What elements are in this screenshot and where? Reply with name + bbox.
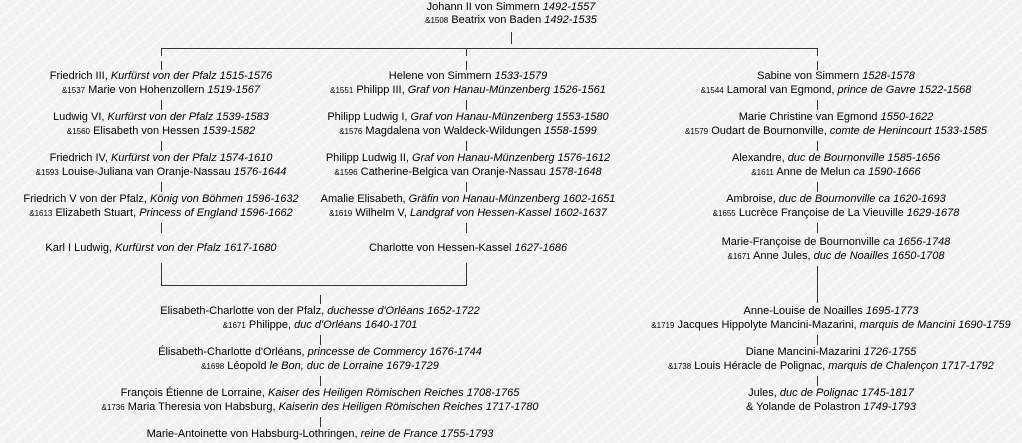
person-entry: Marie-Antoinette von Habsburg-Lothringen, reine de France 1755-1793 xyxy=(146,428,494,440)
spouse-entry: &1544 Lamoral van Egmond, prince de Gavre 1522-1568 xyxy=(700,84,972,96)
connector-line xyxy=(161,223,162,233)
spouse-entry: &1619 Wilhelm V, Landgraf von Hessen-Kassel 1602-1637 xyxy=(329,207,607,219)
person-entry: Friedrich IV, Kurfürst von der Pfalz 1574-1610 xyxy=(49,152,273,164)
person-entry: Helene von Simmern 1533-1579 xyxy=(388,70,548,82)
generation-bracket xyxy=(161,48,817,49)
connector-line xyxy=(320,295,321,304)
spouse-entry: &1736 Maria Theresia von Habsburg, Kaiserin des Heiligen Römischen Reiches 1717-1780 xyxy=(101,401,539,413)
spouse-entry: &1551 Philipp III, Graf von Hanau-Münzenberg 1526-1561 xyxy=(330,84,606,96)
spouse-entry: &1560 Elisabeth von Hessen 1539-1582 xyxy=(66,125,256,137)
connector-line xyxy=(817,376,818,386)
connector-line xyxy=(466,48,467,56)
spouse-entry: &1671 Philippe, duc d'Orléans 1640-1701 xyxy=(222,319,418,331)
person-entry: Ludwig VI, Kurfürst von der Pfalz 1539-1583 xyxy=(53,111,269,123)
spouse-entry: &1593 Louise-Juliana van Oranje-Nassau 1576-1644 xyxy=(35,166,287,178)
connector-line xyxy=(320,376,321,386)
person-entry: Ambroise, duc de Bournonville ca 1620-1693 xyxy=(726,193,946,205)
progenitor-spouse: &1508 Beatrix von Baden 1492-1535 xyxy=(425,14,597,26)
connector-line xyxy=(817,182,818,192)
connector-line xyxy=(466,100,467,110)
spouse-entry: &1613 Elizabeth Stuart, Princess of England 1596-1662 xyxy=(29,207,293,219)
spouse-entry: &1576 Magdalena von Waldeck-Wildungen 1558-1599 xyxy=(339,125,597,137)
connector-line xyxy=(817,335,818,345)
spouse-entry: &1655 Lucrèce Françoise de La Vieuville 1629-1678 xyxy=(712,207,960,219)
spouse-entry: &1671 Anne Jules, duc de Noailles 1650-1708 xyxy=(727,250,945,262)
connector-line xyxy=(466,141,467,151)
spouse-entry: & Yolande de Polastron 1749-1793 xyxy=(745,401,917,413)
connector-line xyxy=(466,223,467,233)
person-entry: François Étienne de Lorraine, Kaiser des Heiligen Römischen Reiches 1708-1765 xyxy=(120,387,520,399)
person-entry: Philipp Ludwig II, Graf von Hanau-Münzenberg 1576-1612 xyxy=(325,152,611,164)
person-entry: Alexandre, duc de Bournonville 1585-1656 xyxy=(732,152,940,164)
person-entry: Karl I Ludwig, Kurfürst von der Pfalz 1617-1680 xyxy=(45,242,277,254)
connector-line xyxy=(161,263,162,285)
spouse-entry: &1579 Oudart de Bournonville, comte de Henincourt 1533-1585 xyxy=(684,125,987,137)
connector-line xyxy=(161,141,162,151)
connector-line xyxy=(320,417,321,427)
progenitor-name: Johann II von Simmern 1492-1557 xyxy=(426,1,596,13)
person-entry: Diane Mancini-Mazarini 1726-1755 xyxy=(745,346,917,358)
connector-line xyxy=(466,182,467,192)
spouse-entry: &1698 Léopold le Bon, duc de Lorraine 1679-1729 xyxy=(201,360,439,372)
connector-line xyxy=(161,61,162,70)
person-entry: Philipp Ludwig I, Graf von Hanau-Münzenberg 1553-1580 xyxy=(327,111,609,123)
person-entry: Elisabeth-Charlotte von der Pfalz, duchesse d'Orléans 1652-1722 xyxy=(160,305,480,317)
connector-line xyxy=(817,141,818,151)
connector-line xyxy=(817,100,818,110)
connector-line xyxy=(817,266,818,303)
person-entry: Anne-Louise de Noailles 1695-1773 xyxy=(743,305,919,317)
person-entry: Friedrich V von der Pfalz, König von Böhmen 1596-1632 xyxy=(23,193,299,205)
spouse-entry: &1611 Anne de Melun ca 1590-1666 xyxy=(751,166,921,178)
connector-line xyxy=(320,335,321,345)
person-entry: Sabine von Simmern 1528-1578 xyxy=(757,70,915,82)
connector-line xyxy=(161,48,162,56)
generation-bracket xyxy=(161,285,467,286)
spouse-entry: &1537 Marie von Hohenzollern 1519-1567 xyxy=(61,84,261,96)
connector-line xyxy=(466,263,467,285)
connector-line xyxy=(817,48,818,56)
person-entry: Élisabeth-Charlotte d'Orléans, princesse de Commercy 1676-1744 xyxy=(158,346,482,358)
connector-line xyxy=(817,61,818,70)
person-entry: Marie Christine van Egmond 1550-1622 xyxy=(738,111,934,123)
spouse-entry: &1719 Jacques Hippolyte Mancini-Mazarini, marquis de Mancini 1690-1759 xyxy=(651,319,1011,331)
connector-line xyxy=(466,61,467,70)
spouse-entry: &1738 Louis Héracle de Polignac, marquis de Chalençon 1717-1792 xyxy=(668,360,994,372)
spouse-entry: &1596 Catherine-Belgica van Oranje-Nassau 1578-1648 xyxy=(334,166,602,178)
connector-line xyxy=(161,100,162,110)
connector-line xyxy=(511,32,512,44)
connector-line xyxy=(161,182,162,192)
person-entry: Amalie Elisabeth, Gräfin von Hanau-Münzenberg 1602-1651 xyxy=(320,193,616,205)
connector-line xyxy=(817,223,818,233)
person-entry: Marie-Françoise de Bournonville ca 1656-1748 xyxy=(721,236,951,248)
person-entry: Charlotte von Hessen-Kassel 1627-1686 xyxy=(368,242,568,254)
person-entry: Jules, duc de Polignac 1745-1817 xyxy=(748,387,914,399)
person-entry: Friedrich III, Kurfürst von der Pfalz 1515-1576 xyxy=(49,70,273,82)
